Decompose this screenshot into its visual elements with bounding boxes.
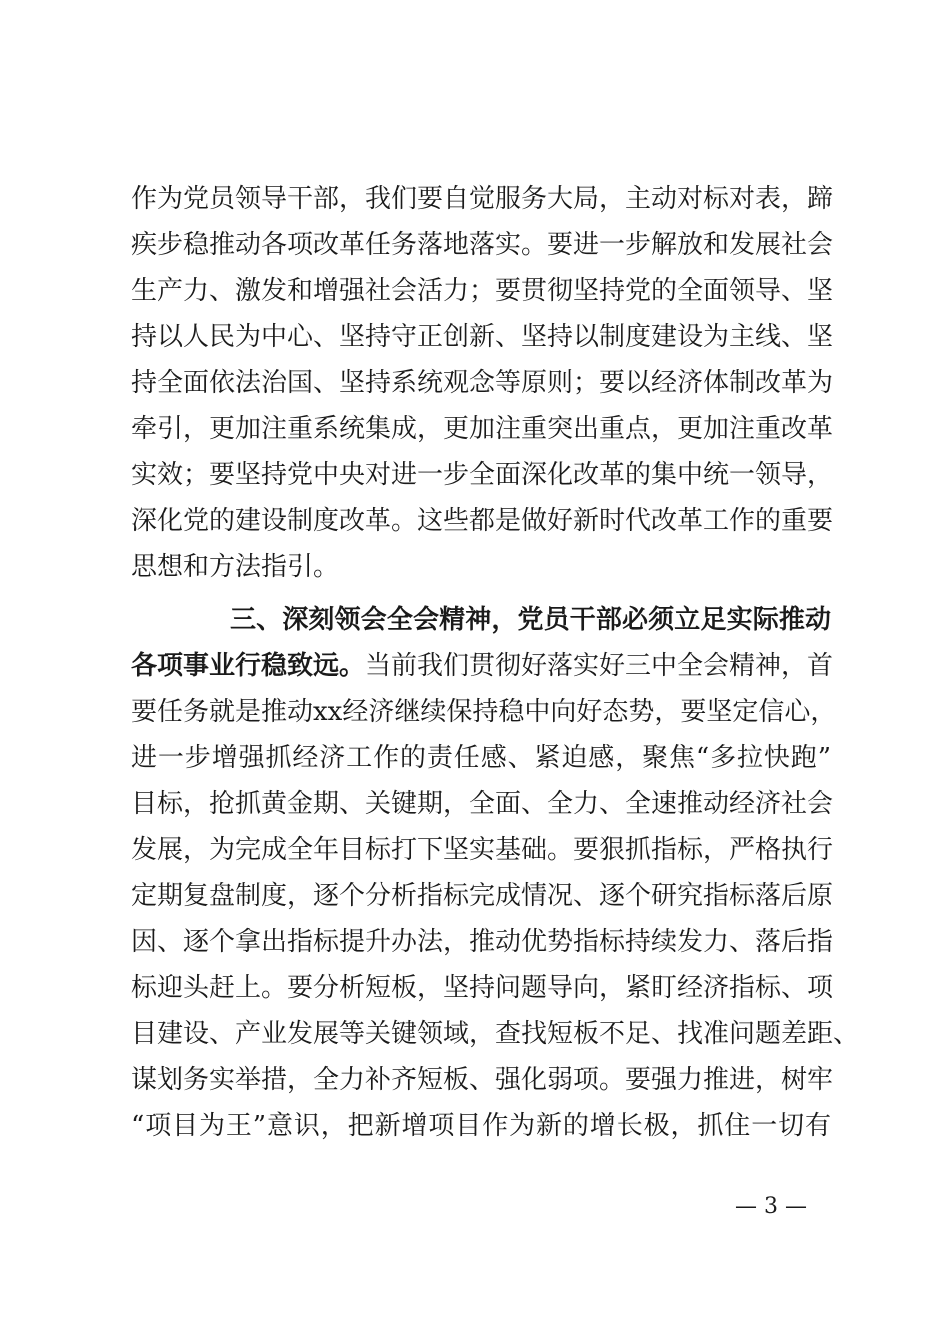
body-line: 疾步稳推动各项改革任务落地落实。要进一步解放和发展社会: [131, 230, 834, 260]
body-line: 标迎头赶上。要分析短板，坚持问题导向，紧盯经济指标、项: [131, 973, 834, 1003]
body-line: 思想和方法指引。: [131, 552, 340, 582]
body-line: 要任务就是推动xx经济继续保持稳中向好态势，要坚定信心，: [131, 697, 837, 727]
body-line: 进一步增强抓经济工作的责任感、紧迫感，聚焦“多拉快跑”: [131, 743, 831, 773]
section-heading-text: 各项事业行稳致远。: [131, 651, 366, 681]
body-line: 实效；要坚持党中央对进一步全面深化改革的集中统一领导，: [131, 460, 834, 490]
body-line: 发展，为完成全年目标打下坚实基础。要狠抓指标，严格执行: [131, 835, 834, 865]
body-line: 牵引，更加注重系统集成，更加注重突出重点，更加注重改革: [131, 414, 834, 444]
section-heading: [230, 597, 831, 643]
section-heading-text: 三、深刻领会全会精神，党员干部必须立足实际推动: [230, 605, 831, 635]
body-text: 当前我们贯彻好落实好三中全会精神，首: [365, 651, 834, 681]
body-line: 持以人民为中心、坚持守正创新、坚持以制度建设为主线、坚: [131, 322, 834, 352]
page-number: — 3 —: [735, 1194, 807, 1219]
body-line: 深化党的建设制度改革。这些都是做好新时代改革工作的重要: [131, 506, 834, 536]
body-line: 因、逐个拿出指标提升办法，推动优势指标持续发力、落后指: [131, 927, 834, 957]
body-line: 谋划务实举措，全力补齐短板、强化弱项。要强力推进，树牢: [131, 1065, 834, 1095]
body-line: 定期复盘制度，逐个分析指标完成情况、逐个研究指标落后原: [131, 881, 834, 911]
section-heading-continuation: [131, 643, 834, 689]
body-line: 目标，抢抓黄金期、关键期，全面、全力、全速推动经济社会: [131, 789, 834, 819]
body-line: 生产力、激发和增强社会活力；要贯彻坚持党的全面领导、坚: [131, 276, 834, 306]
body-line: 作为党员领导干部，我们要自觉服务大局，主动对标对表，蹄: [131, 184, 834, 214]
body-line: 持全面依法治国、坚持系统观念等原则；要以经济体制改革为: [131, 368, 834, 398]
body-line: 目建设、产业发展等关键领域，查找短板不足、找准问题差距、: [131, 1019, 860, 1049]
body-line: “项目为王”意识，把新增项目作为新的增长极，抓住一切有: [131, 1111, 831, 1141]
